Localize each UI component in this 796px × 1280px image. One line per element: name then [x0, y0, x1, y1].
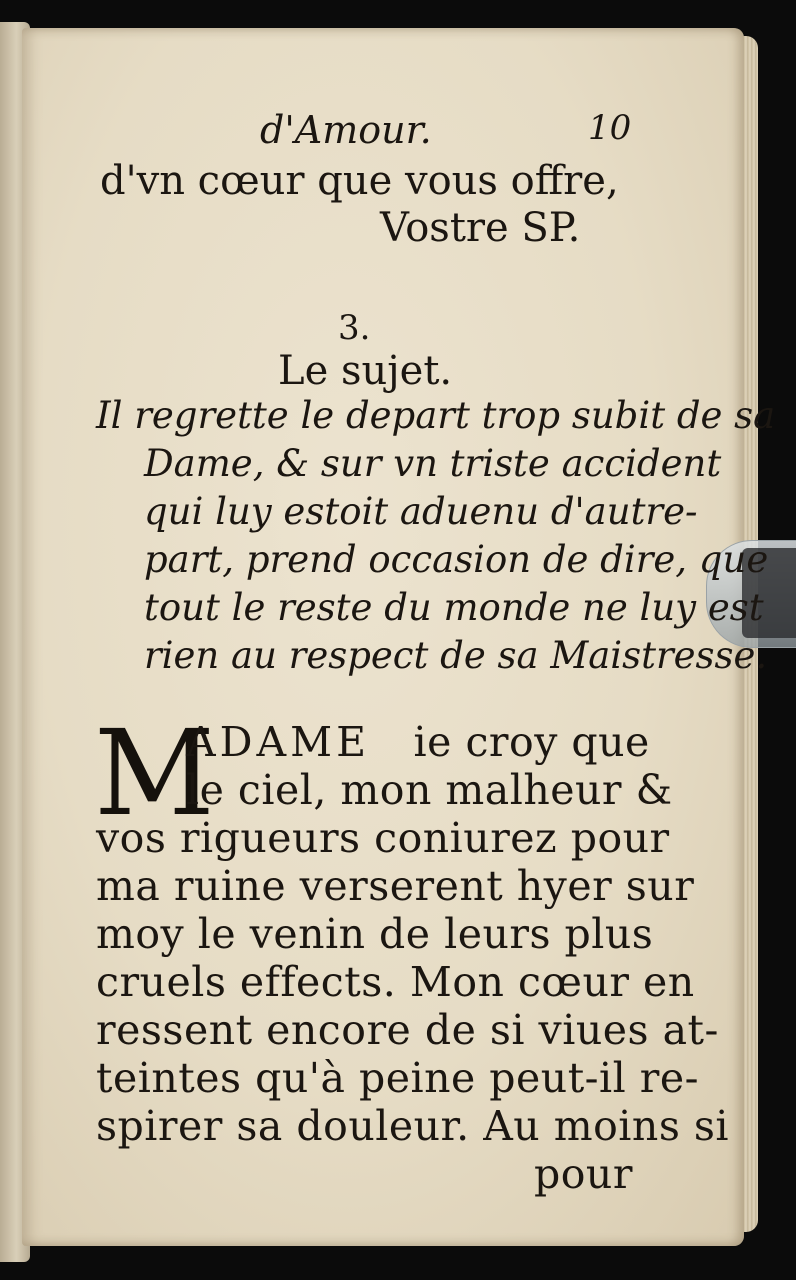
- signature: Vostre SP.: [380, 205, 581, 251]
- body-line-3: vos rigueurs coniurez pour: [96, 814, 670, 862]
- drop-cap: M: [94, 704, 215, 842]
- page-number: 10: [588, 108, 632, 148]
- body-line-2: le ciel, mon malheur &: [186, 766, 673, 814]
- subject-line-5: tout le reste du monde ne luy est: [144, 586, 764, 629]
- body-line-1-rest: ie croy que: [413, 718, 650, 766]
- subject-heading: Le sujet.: [278, 348, 453, 394]
- body-line-8: teintes qu'à peine peut-il re-: [96, 1054, 700, 1102]
- catchword: pour: [534, 1150, 633, 1198]
- closing-line-1: d'vn cœur que vous offre,: [100, 158, 619, 204]
- subject-line-2: Dame, & sur vn triste accident: [144, 442, 722, 485]
- body-line-1: [186, 718, 650, 766]
- subject-line-1: Il regrette le depart trop subit de sa: [96, 394, 776, 437]
- body-line-9: spirer sa douleur. Au moins si: [96, 1102, 730, 1150]
- running-title: d'Amour.: [260, 108, 432, 152]
- body-line-7: ressent encore de si viues at-: [96, 1006, 719, 1054]
- body-line-5: moy le venin de leurs plus: [96, 910, 654, 958]
- letter-number: 3.: [338, 308, 371, 348]
- subject-line-6: rien au respect de sa Maistresse.: [144, 634, 768, 677]
- body-line-6: cruels effects. Mon cœur en: [96, 958, 695, 1006]
- subject-line-4: part, prend occasion de dire, que: [144, 538, 769, 581]
- subject-line-3: qui luy estoit aduenu d'autre-: [144, 490, 698, 533]
- body-line-1-caps: ADAME: [186, 718, 370, 766]
- body-line-4: ma ruine verserent hyer sur: [96, 862, 695, 910]
